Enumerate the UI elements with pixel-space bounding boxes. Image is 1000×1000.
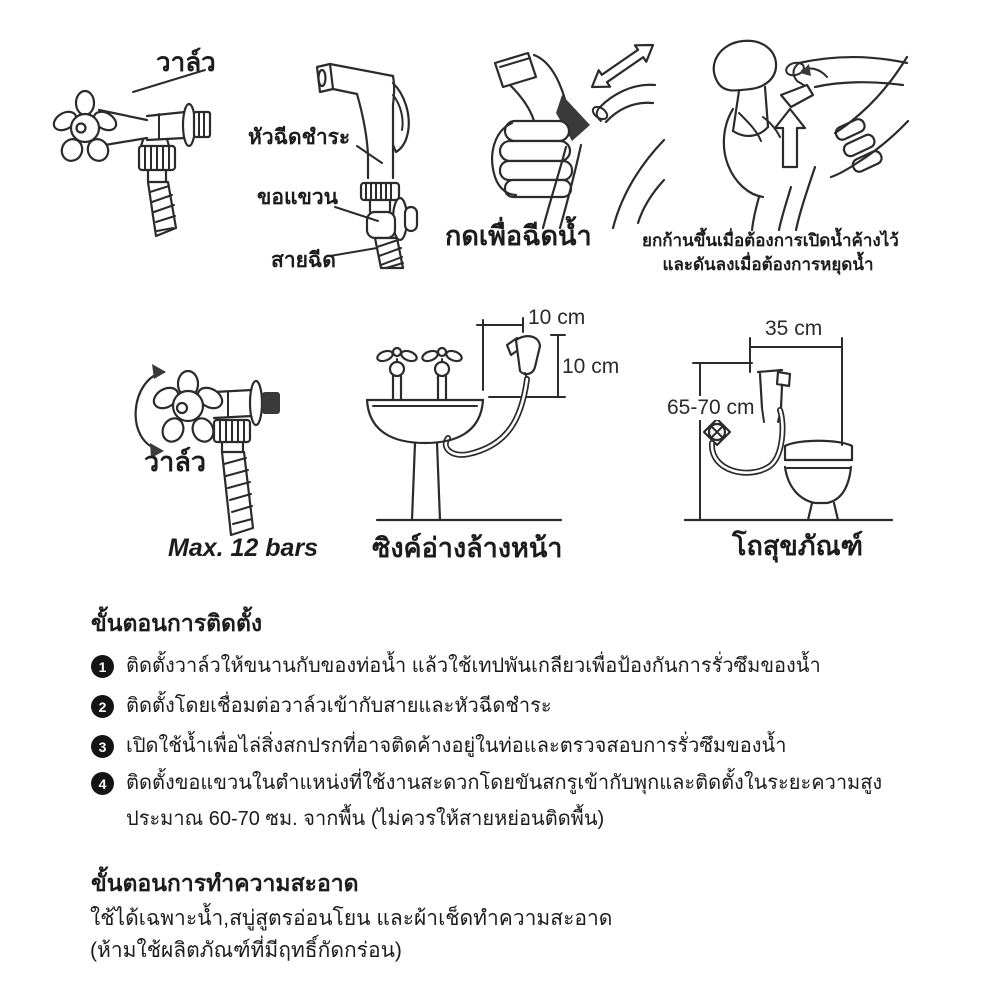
cleaning-line2: (ห้ามใช้ผลิตภัณฑ์ที่มีฤทธิ์กัดกร่อน) bbox=[90, 939, 402, 962]
lever-lock-diagram bbox=[695, 25, 910, 230]
valve-outlet bbox=[214, 420, 253, 535]
toilet-diagram bbox=[660, 310, 910, 532]
valve-pipe bbox=[147, 104, 210, 146]
spray-hose bbox=[375, 238, 403, 268]
sink-dim-side: 10 cm bbox=[562, 355, 620, 378]
faucet-right bbox=[421, 348, 463, 400]
wrist-lines bbox=[752, 167, 815, 230]
step-text: ติดตั้งวาล์วให้ขนานกับของท่อน้ำ แล้วใช้เทปพันเกลียวเพื่อป้องกันการรั่วซึมของน้ำ bbox=[126, 655, 821, 677]
sprayer-in-fist bbox=[714, 41, 776, 136]
press-trigger-diagram bbox=[450, 25, 665, 230]
lever-caption-line1: ยกก้านขึ้นเมื่อต้องการเปิดน้ำค้างไว้ bbox=[642, 231, 899, 250]
lifting-finger bbox=[781, 57, 907, 107]
install-step-3 bbox=[91, 733, 786, 760]
installation-title: ขั้นตอนการติดตั้ง bbox=[91, 610, 263, 636]
sink-caption: ซิงค์อ่างล้างหน้า bbox=[372, 533, 563, 563]
max-pressure-note: Max. 12 bars bbox=[168, 534, 319, 562]
lever-caption-line2: และดันลงเมื่อต้องการหยุดน้ำ bbox=[662, 255, 874, 274]
valve-label: วาล์ว bbox=[156, 47, 216, 77]
toilet-dim-top: 35 cm bbox=[765, 317, 823, 340]
wall-valve-knob bbox=[704, 419, 730, 445]
valve-outlet bbox=[139, 139, 176, 236]
cleaning-line1: ใช้ได้เฉพาะน้ำ,สบู่สูตรอ่อนโยน และผ้าเช็ดทำความสะอาด bbox=[90, 907, 613, 930]
faucet-left bbox=[376, 348, 418, 400]
install-step-2 bbox=[91, 693, 552, 720]
step-text: ติดตั้งขอแขวนในตำแหน่งที่ใช้งานสะดวกโดยขันสกรูเข้ากับพุกและติดตั้งในระยะความสูง bbox=[126, 772, 883, 794]
step-number: 4 bbox=[91, 772, 114, 795]
sink-hose bbox=[446, 379, 527, 455]
valve-rotation-label: วาล์ว bbox=[144, 447, 207, 477]
install-step-4 bbox=[91, 770, 882, 797]
sink-diagram bbox=[365, 305, 625, 527]
mounted-sprayer bbox=[507, 336, 540, 379]
hook-label: ขอแขวน bbox=[257, 186, 339, 209]
cleaning-title: ขั้นตอนการทำความสะอาด bbox=[91, 870, 359, 896]
step-text: เปิดใช้น้ำเพื่อไล่สิ่งสกปรกที่อาจติดค้างอยู่ในท่อและตรวจสอบการรั่วซึมของน้ำ bbox=[126, 735, 787, 757]
valve-pipe bbox=[214, 381, 280, 425]
sprayer-head-label: หัวฉีดชำระ bbox=[248, 126, 351, 149]
lever-caption bbox=[642, 229, 899, 277]
wash-basin bbox=[367, 400, 483, 520]
double-arrow-icon bbox=[592, 45, 653, 87]
install-step-4-line2: ประมาณ 60-70 ซม. จากพื้น (ไม่ควรให้สายหย่อนติดพื้น) bbox=[126, 808, 605, 830]
toilet-dim-side: 65-70 cm bbox=[664, 396, 758, 420]
hose-label: สายฉีด bbox=[271, 249, 336, 272]
folded-fingers bbox=[831, 57, 908, 177]
step-number: 1 bbox=[91, 655, 114, 678]
mounted-sprayer bbox=[758, 370, 790, 422]
press-caption: กดเพื่อฉีดน้ำ bbox=[445, 221, 592, 251]
up-arrow-icon bbox=[775, 109, 805, 167]
sink-dim-top: 10 cm bbox=[528, 306, 586, 329]
install-step-1 bbox=[91, 653, 821, 680]
step-number: 3 bbox=[91, 735, 114, 758]
toilet-bowl bbox=[785, 441, 852, 520]
step-text: ติดตั้งโดยเชื่อมต่อวาล์วเข้ากับสายและหัวฉีดชำระ bbox=[126, 695, 552, 717]
valve-knob bbox=[51, 91, 147, 164]
fist-outline bbox=[724, 109, 780, 197]
step-number: 2 bbox=[91, 695, 114, 718]
toilet-caption: โถสุขภัณฑ์ bbox=[732, 531, 864, 561]
